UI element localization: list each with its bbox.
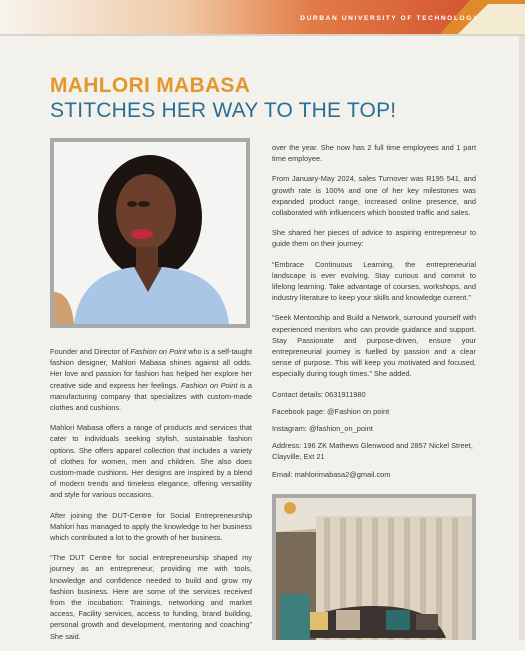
room-photo-frame bbox=[272, 494, 476, 640]
advice-intro-paragraph: She shared her pieces of advice to aspiring entrepreneur to guide them on their journey: bbox=[272, 228, 476, 249]
intro-text-a: Founder and Director of bbox=[50, 347, 131, 356]
intro-paragraph bbox=[50, 346, 252, 413]
header-divider bbox=[0, 34, 525, 36]
intro-text-e: is a manufacturing company that specializes with custom-made clothes and cushions. bbox=[50, 380, 252, 413]
advice-learning-paragraph: “Embrace Continuous Learning, the entrepreneurial landscape is ever evolving. Stay curious and commit to lifelong learning. Take advantage of courses, workshops, and industry literature to keep your skills and knowledge current.” bbox=[272, 259, 476, 303]
contact-email: Email: mahlorimabasa2@gmail.com bbox=[272, 469, 391, 479]
left-column bbox=[50, 346, 252, 651]
article-title-subtitle: STITCHES HER WAY TO THE TOP! bbox=[50, 99, 397, 122]
employees-paragraph: over the year. She now has 2 full time employees and 1 part time employee. bbox=[272, 143, 476, 164]
portrait-frame bbox=[50, 138, 250, 328]
products-paragraph: Mahlori Mabasa offers a range of products and services that cater to individuals seeking stylish, sustainable fashion options. She offers apparel collection that includes a variety of clothes for women, men and children. She also does custom-made cushions. Her designs are inspired by a blend of modern trends and timeless elegance, offering versatility and style for various occasions. bbox=[50, 423, 252, 500]
contact-address: Address: 196 ZK Mathews Glenwood and 2857 Nickel Street, Clayville, Ext 21 bbox=[272, 441, 473, 462]
contact-facebook: Facebook page: @Fashion on point bbox=[272, 406, 390, 416]
brand-name-italic: Fashion on Point bbox=[130, 347, 186, 356]
university-name: DURBAN UNIVERSITY OF TECHNOLOGY bbox=[300, 15, 479, 22]
page-edge bbox=[519, 36, 525, 640]
header-banner bbox=[0, 0, 525, 34]
article-title-name: MAHLORI MABASA bbox=[50, 74, 251, 97]
contact-instagram: Instagram: @fashion_on_point bbox=[272, 424, 373, 434]
intro-text-c: who is a self-taught fashion designer, Mahlori Mabasa shines against all odds. Her love and passion for fashion has helped her explore her creative side and express her feelings. bbox=[50, 347, 253, 390]
dut-paragraph: After joining the DUT-Centre for Social Entrepreneurship Mahlori has managed to apply the knowledge to her business which contributed a lot to the growth of her business. bbox=[50, 510, 252, 543]
portrait-photo bbox=[54, 142, 246, 324]
contact-phone: Contact details: 0631911980 bbox=[272, 389, 366, 399]
quote-paragraph: “The DUT Centre for social entrepreneurship shaped my journey as an entrepreneur, providing me with tools, knowledge and confidence needed to build and grow my fashion business. Here are some of the services received from the incubation: Trainings, networking and market access, Facility services, access to funding, brand building, personal growth and development, mentoring and coaching” She said. bbox=[50, 553, 252, 641]
advice-mentorship-paragraph: “Seek Mentorship and Build a Network, surround yourself with experienced mentors who can provide guidance and support. Stay Passionate and purpose-driven, ensure your entrepreneurial journey is fuelled by passion and a clear sense of purpose. This will keep you motivated and focused, especially during tough times.” She added. bbox=[272, 313, 476, 379]
brand-name-italic-2: Fashion on Point bbox=[181, 380, 238, 390]
turnover-paragraph: From January-May 2024, sales Turnover was R195 541, and growth rate is 100% and one of her key milestones was expanded product range, increased online presence, and collaborated with influencers which boosted traffic and sales. bbox=[272, 174, 476, 218]
interior-room-photo bbox=[276, 498, 472, 640]
right-column bbox=[272, 142, 476, 486]
